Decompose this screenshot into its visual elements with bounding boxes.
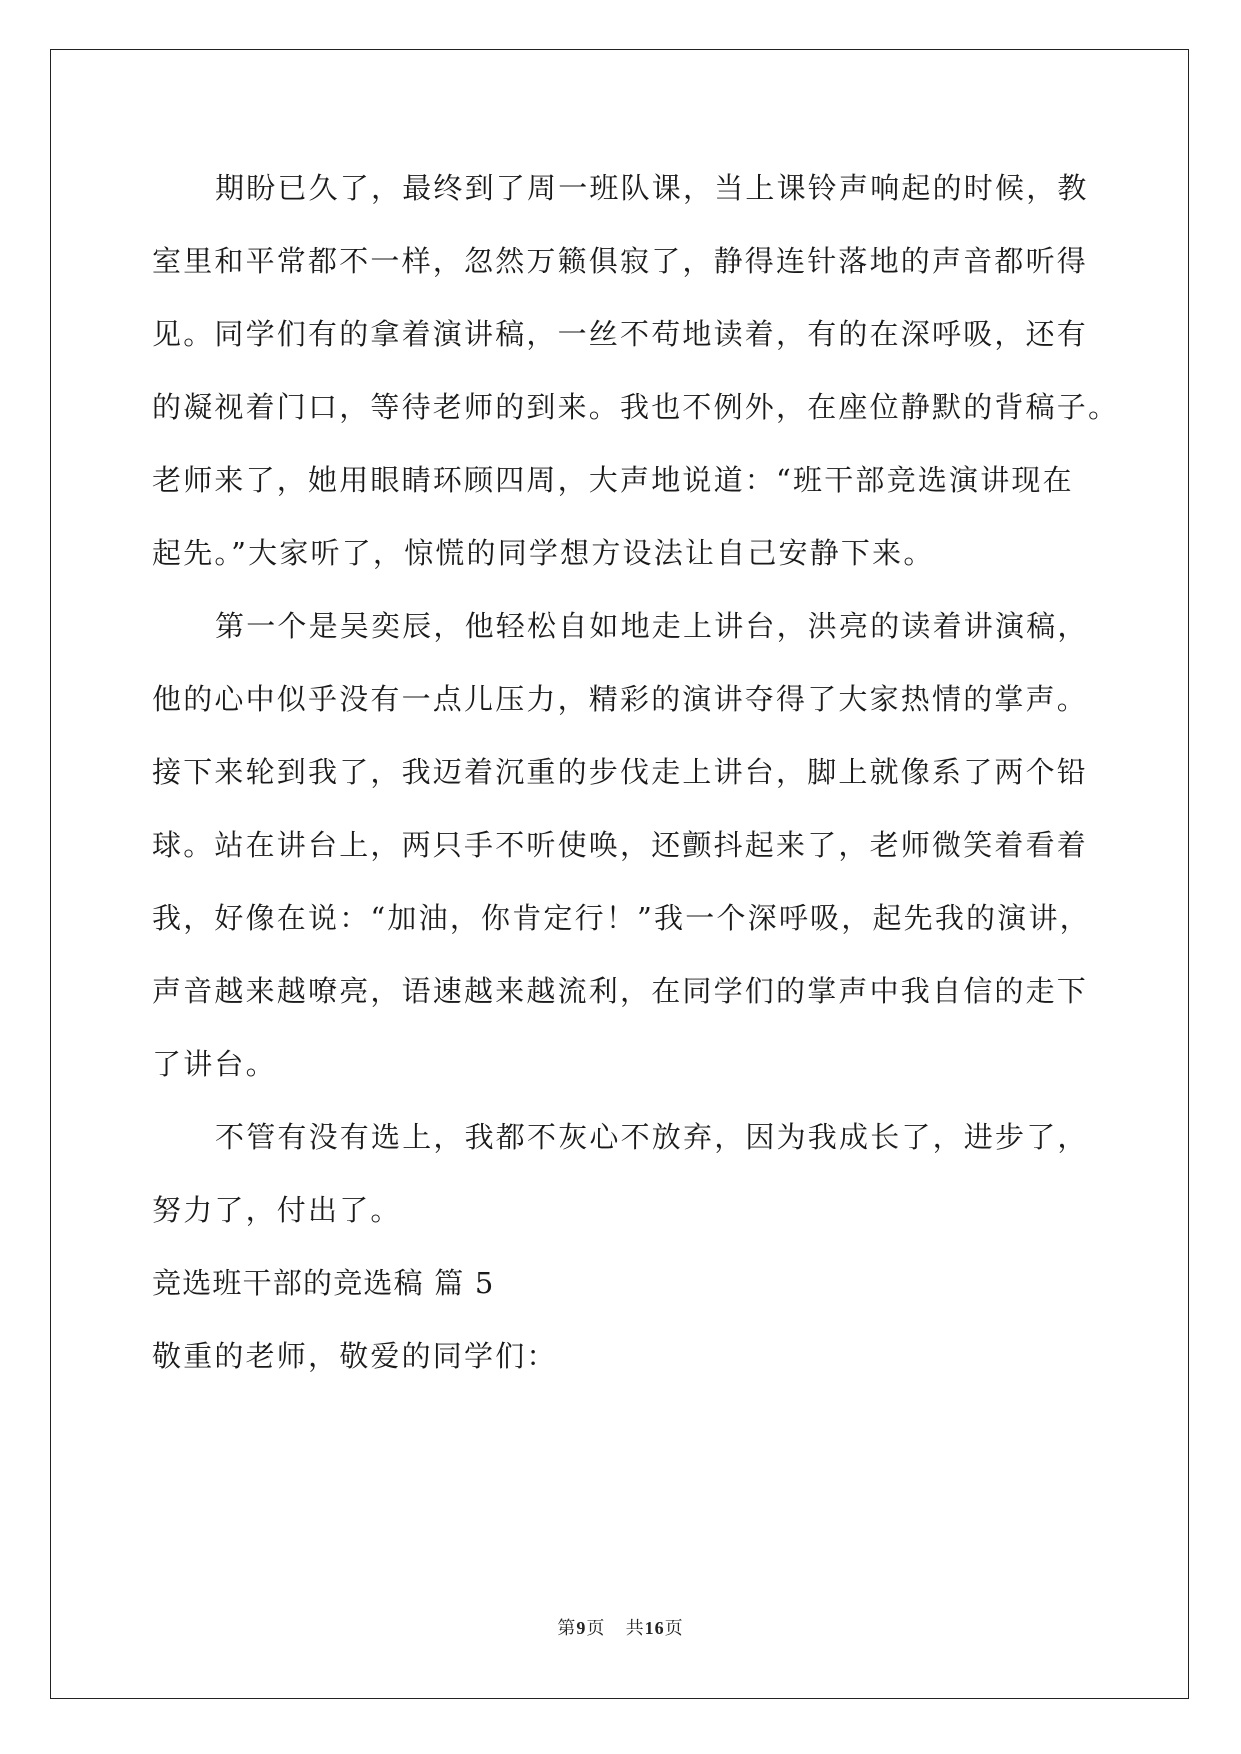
paragraph-2-line-6: 声音越来越嘹亮，语速越来越流利，在同学们的掌声中我自信的走下	[152, 974, 1089, 1008]
paragraph-2-line-1: 第一个是吴奕辰，他轻松自如地走上讲台，洪亮的读着讲演稿，	[215, 609, 1089, 643]
page-border	[50, 49, 1189, 1699]
paragraph-2-line-5: 我，好像在说：“加油，你肯定行！”我一个深呼吸，起先我的演讲，	[152, 901, 1091, 935]
paragraph-1-line-3: 见。同学们有的拿着演讲稿，一丝不苟地读着，有的在深呼吸，还有	[152, 317, 1089, 351]
paragraph-2-line-3: 接下来轮到我了，我迈着沉重的步伐走上讲台，脚上就像系了两个铅	[152, 755, 1089, 789]
paragraph-1-line-5: 老师来了，她用眼睛环顾四周，大声地说道：“班干部竞选演讲现在	[152, 463, 1074, 497]
total-pages: 16	[644, 1618, 665, 1638]
paragraph-3-line-2: 努力了，付出了。	[152, 1193, 402, 1227]
page-suffix: 页	[586, 1618, 606, 1639]
total-suffix: 页	[664, 1618, 684, 1639]
paragraph-3-line-1: 不管有没有选上，我都不灰心不放弃，因为我成长了，进步了，	[215, 1120, 1089, 1154]
paragraph-1-line-1: 期盼已久了，最终到了周一班队课，当上课铃声响起的时候，教	[215, 171, 1089, 205]
salutation: 敬重的老师，敬爱的同学们：	[152, 1339, 558, 1373]
paragraph-2-line-2: 他的心中似乎没有一点儿压力，精彩的演讲夺得了大家热情的掌声。	[152, 682, 1089, 716]
section-heading: 竞选班干部的竞选稿 篇 5	[152, 1266, 495, 1300]
page-footer	[0, 1614, 1241, 1640]
paragraph-1-line-4: 的凝视着门口，等待老师的到来。我也不例外，在座位静默的背稿子。	[152, 390, 1120, 424]
total-prefix: 共	[625, 1618, 645, 1639]
paragraph-2-line-4: 球。站在讲台上，两只手不听使唤，还颤抖起来了，老师微笑着看着	[152, 828, 1089, 862]
paragraph-1-line-6: 起先。”大家听了，惊慌的同学想方设法让自己安静下来。	[152, 536, 935, 570]
paragraph-2-line-7: 了讲台。	[152, 1047, 277, 1081]
paragraph-1-line-2: 室里和平常都不一样，忽然万籁俱寂了，静得连针落地的声音都听得	[152, 244, 1089, 278]
page-number: 9	[576, 1618, 587, 1638]
page-prefix: 第	[557, 1618, 577, 1639]
